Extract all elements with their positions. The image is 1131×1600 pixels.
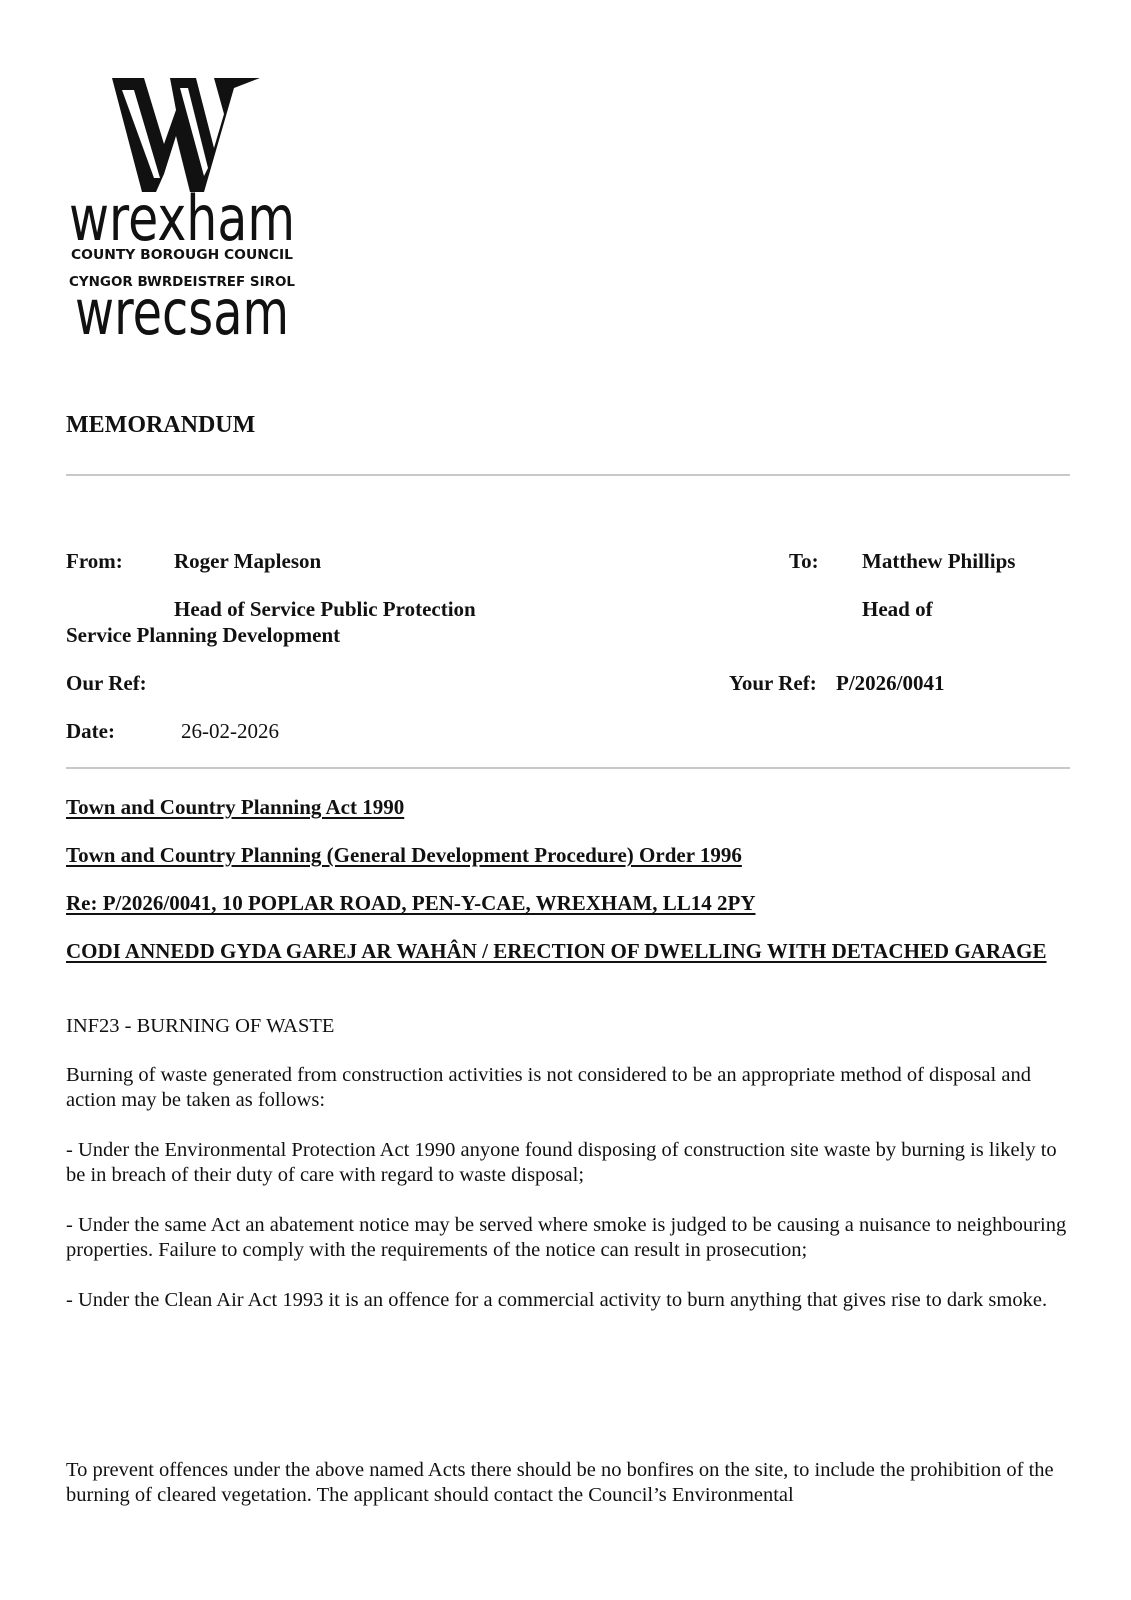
from-name: Roger Mapleson: [174, 549, 322, 573]
our-ref-label: Our Ref:: [66, 671, 147, 695]
to-name: Matthew Phillips: [862, 549, 1016, 573]
header-divider: [66, 767, 1070, 769]
top-divider: [66, 474, 1070, 476]
logo-wrexham: wrexham: [69, 182, 295, 255]
from-label: From:: [66, 549, 123, 573]
paragraph-1: Burning of waste generated from construction activities is not considered to be an appropriate method of disposal and action may be taken as follows:: [66, 1064, 1031, 1111]
to-title-line2: Service Planning Development: [66, 623, 341, 647]
logo-cyngor: CYNGOR BWRDEISTREF SIROL: [69, 275, 295, 290]
paragraph-4: - Under the Clean Air Act 1993 it is an offence for a commercial activity to burn anything that gives rise to dark smoke.: [66, 1289, 1048, 1311]
council-logo: [64, 74, 304, 350]
to-label: To:: [789, 549, 819, 573]
heading-subject: CODI ANNEDD GYDA GAREJ AR WAHÂN / ERECTION OF DWELLING WITH DETACHED GARAGE: [66, 939, 1047, 963]
heading-re: Re: P/2026/0041, 10 POPLAR ROAD, PEN-Y-CAE, WREXHAM, LL14 2PY: [66, 891, 756, 915]
w-emblem-icon: [112, 78, 260, 192]
date-value: 26-02-2026: [181, 719, 279, 743]
paragraph-5: To prevent offences under the above named Acts there should be no bonfires on the site, to include the prohibition of the burning of cleared vegetation. The applicant should contact the Council’s Environmental: [66, 1459, 1054, 1506]
heading-order: Town and Country Planning (General Development Procedure) Order 1996: [66, 843, 742, 867]
from-title: Head of Service Public Protection: [174, 597, 476, 621]
heading-act: Town and Country Planning Act 1990: [66, 795, 405, 819]
info-code: INF23 - BURNING OF WASTE: [66, 1015, 335, 1037]
logo-county-borough: COUNTY BOROUGH COUNCIL: [71, 248, 293, 263]
date-label: Date:: [66, 719, 115, 743]
your-ref-label: Your Ref:: [729, 671, 817, 695]
logo-wrecsam: wrecsam: [75, 276, 289, 349]
to-title-line1: Head of: [862, 597, 933, 621]
paragraph-3: - Under the same Act an abatement notice may be served where smoke is judged to be causing a nuisance to neighbouring properties. Failure to comply with the requirements of the notice can result in prosecution;: [66, 1214, 1067, 1261]
your-ref-value: P/2026/0041: [836, 671, 945, 695]
memo-title: MEMORANDUM: [66, 412, 256, 438]
paragraph-2: - Under the Environmental Protection Act 1990 anyone found disposing of construction site waste by burning is likely to be in breach of their duty of care with regard to waste disposal;: [66, 1139, 1057, 1186]
